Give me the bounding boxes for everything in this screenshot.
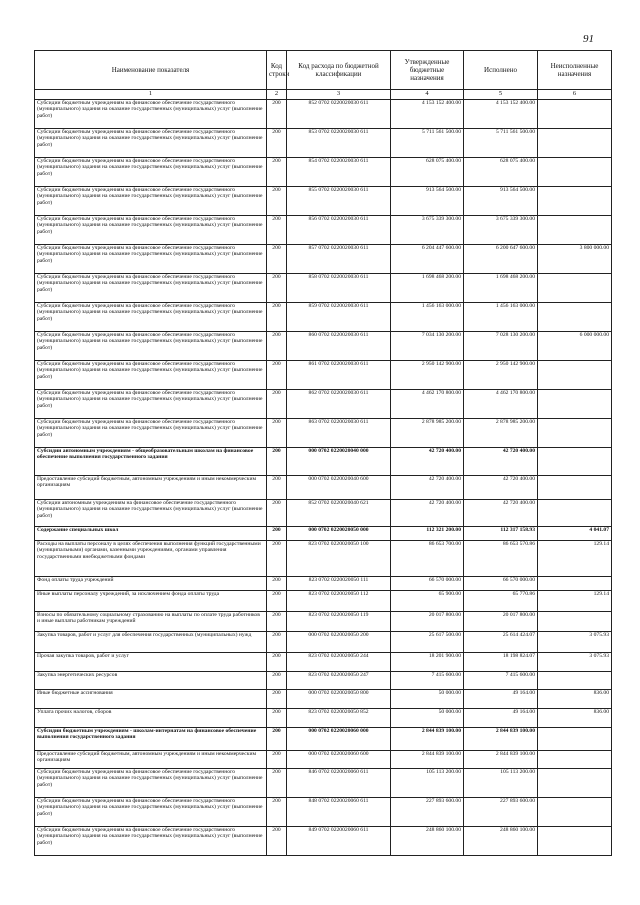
header-expense-code: Код расхода по бюджетной классификации — [287, 51, 391, 90]
row-approved-cell: 3 675 339 300.00 — [391, 216, 464, 245]
table-row — [35, 361, 612, 390]
row-executed-cell: 86 653 570.86 — [464, 541, 538, 577]
row-line-cell: 200 — [267, 827, 287, 856]
row-executed-cell: 42 720 400.00 — [464, 500, 538, 527]
row-line-cell: 200 — [267, 591, 287, 612]
row-unexecuted-cell: 6 000 000.00 — [538, 332, 612, 361]
row-unexecuted-cell — [538, 798, 612, 827]
row-executed-cell: 49 164.00 — [464, 690, 538, 709]
row-approved-cell: 227 893 600.00 — [391, 798, 464, 827]
row-approved-cell: 7 034 130 200.00 — [391, 332, 464, 361]
row-approved-cell: 42 720 400.00 — [391, 500, 464, 527]
row-line-cell: 200 — [267, 476, 287, 500]
row-approved-cell: 2 878 985 200.00 — [391, 419, 464, 448]
row-executed-cell: 66 570 000.00 — [464, 577, 538, 591]
row-code-cell: 852 0702 0220020040 621 — [287, 500, 391, 527]
row-line-cell: 200 — [267, 577, 287, 591]
row-approved-cell: 42 720 400.00 — [391, 476, 464, 500]
column-number-row — [35, 90, 612, 100]
row-approved-cell: 105 113 200.00 — [391, 769, 464, 798]
row-code-cell: 823 0702 0220020050 112 — [287, 591, 391, 612]
table-row — [35, 129, 612, 158]
row-code-cell: 000 0702 0220020050 200 — [287, 632, 391, 653]
row-approved-cell: 913 564 500.00 — [391, 187, 464, 216]
table-row — [35, 274, 612, 303]
row-name-cell: Закупка товаров, работ и услуг для обеспечения государственных (муниципальных) нужд — [35, 632, 267, 653]
row-code-cell: 823 0702 0220020050 111 — [287, 577, 391, 591]
row-code-cell: 000 0702 0220020060 600 — [287, 751, 391, 769]
row-name-cell: Предоставление субсидий бюджетным, автономным учреждениям и иным некоммерческим организациям — [35, 751, 267, 769]
row-code-cell: 857 0702 0220020030 611 — [287, 245, 391, 274]
row-executed-cell: 628 075 400.00 — [464, 158, 538, 187]
row-code-cell: 859 0702 0220020030 611 — [287, 303, 391, 332]
row-executed-cell: 5 711 561 500.00 — [464, 129, 538, 158]
row-executed-cell: 7 415 600.00 — [464, 672, 538, 690]
row-unexecuted-cell — [538, 448, 612, 476]
row-approved-cell: 50 000.00 — [391, 690, 464, 709]
row-unexecuted-cell: 3 800 000.00 — [538, 245, 612, 274]
row-unexecuted-cell: 3 075.93 — [538, 653, 612, 672]
row-line-cell: 200 — [267, 100, 287, 129]
row-code-cell: 000 0702 0220020050 000 — [287, 527, 391, 541]
row-code-cell: 846 0702 0220020060 611 — [287, 769, 391, 798]
table-row — [35, 100, 612, 129]
table-row — [35, 216, 612, 245]
header-unexecuted: Неисполненные назначения — [538, 51, 612, 90]
row-executed-cell: 2 878 985 200.00 — [464, 419, 538, 448]
row-line-cell: 200 — [267, 361, 287, 390]
table-row — [35, 390, 612, 419]
table-row — [35, 476, 612, 500]
row-code-cell: 823 0702 0220020050 247 — [287, 672, 391, 690]
header-approved: Утвержденные бюджетные назначения — [391, 51, 464, 90]
row-name-cell: Субсидии бюджетным учреждениям на финансовое обеспечение государственного (муниципального) задания на оказание государственных (муниципальных) услуг (выполнение работ) — [35, 187, 267, 216]
row-unexecuted-cell — [538, 476, 612, 500]
row-code-cell: 852 0702 0220020030 611 — [287, 100, 391, 129]
row-line-cell: 200 — [267, 303, 287, 332]
table-row — [35, 690, 612, 709]
row-name-cell: Субсидии бюджетным учреждениям на финансовое обеспечение государственного (муниципального) задания на оказание государственных (муниципальных) услуг (выполнение работ) — [35, 827, 267, 856]
row-approved-cell: 1 456 163 000.00 — [391, 303, 464, 332]
table-row — [35, 751, 612, 769]
table-row — [35, 527, 612, 541]
row-name-cell: Субсидии бюджетным учреждениям на финансовое обеспечение государственного (муниципального) задания на оказание государственных (муниципальных) услуг (выполнение работ) — [35, 129, 267, 158]
table-row — [35, 769, 612, 798]
row-line-cell: 200 — [267, 158, 287, 187]
row-name-cell: Иные бюджетные ассигнования — [35, 690, 267, 709]
row-name-cell: Субсидии бюджетным учреждениям на финансовое обеспечение государственного (муниципального) задания на оказание государственных (муниципальных) услуг (выполнение работ) — [35, 216, 267, 245]
header-line-code: Код строки — [267, 51, 287, 90]
row-name-cell: Фонд оплаты труда учреждений — [35, 577, 267, 591]
row-approved-cell: 65 900.00 — [391, 591, 464, 612]
header-indicator-name: Наименование показателя — [35, 51, 267, 90]
row-line-cell: 200 — [267, 245, 287, 274]
column-number: 4 — [391, 90, 464, 100]
row-executed-cell: 42 720 400.00 — [464, 476, 538, 500]
row-unexecuted-cell — [538, 158, 612, 187]
row-executed-cell: 49 164.00 — [464, 709, 538, 728]
row-approved-cell: 4 462 170 800.00 — [391, 390, 464, 419]
row-name-cell: Субсидии бюджетным учреждениям на финансовое обеспечение государственного (муниципального) задания на оказание государственных (муниципальных) услуг (выполнение работ) — [35, 769, 267, 798]
row-unexecuted-cell — [538, 672, 612, 690]
row-approved-cell: 5 711 561 500.00 — [391, 129, 464, 158]
row-approved-cell: 25 617 500.00 — [391, 632, 464, 653]
row-approved-cell: 18 201 900.00 — [391, 653, 464, 672]
row-code-cell: 862 0702 0220020030 611 — [287, 390, 391, 419]
row-name-cell: Взносы по обязательному социальному страхованию на выплаты по оплате труда работников и иные выплаты работникам учреждений — [35, 612, 267, 632]
row-line-cell: 200 — [267, 216, 287, 245]
row-unexecuted-cell — [538, 303, 612, 332]
row-approved-cell: 248 860 100.00 — [391, 827, 464, 856]
row-name-cell: Субсидии бюджетным учреждениям на финансовое обеспечение государственного (муниципального) задания на оказание государственных (муниципальных) услуг (выполнение работ) — [35, 332, 267, 361]
row-name-cell: Субсидии бюджетным учреждениям на финансовое обеспечение государственного (муниципального) задания на оказание государственных (муниципальных) услуг (выполнение работ) — [35, 303, 267, 332]
row-code-cell: 854 0702 0220020030 611 — [287, 158, 391, 187]
row-approved-cell: 7 415 600.00 — [391, 672, 464, 690]
row-name-cell: Субсидии бюджетным учреждениям на финансовое обеспечение государственного (муниципального) задания на оказание государственных (муниципальных) услуг (выполнение работ) — [35, 390, 267, 419]
row-unexecuted-cell — [538, 361, 612, 390]
table-row — [35, 303, 612, 332]
header-executed: Исполнено — [464, 51, 538, 90]
row-unexecuted-cell — [538, 129, 612, 158]
row-unexecuted-cell — [538, 500, 612, 527]
row-executed-cell: 1 698 468 200.00 — [464, 274, 538, 303]
table-row — [35, 419, 612, 448]
row-code-cell: 853 0702 0220020030 611 — [287, 129, 391, 158]
row-code-cell: 000 0702 0220020060 000 — [287, 728, 391, 751]
header-row — [35, 51, 612, 90]
row-name-cell: Закупка энергетических ресурсов — [35, 672, 267, 690]
row-executed-cell: 1 456 163 000.00 — [464, 303, 538, 332]
row-unexecuted-cell: 836.00 — [538, 690, 612, 709]
row-approved-cell: 86 653 700.00 — [391, 541, 464, 577]
page-number: 91 — [583, 33, 594, 45]
row-executed-cell: 4 153 152 400.00 — [464, 100, 538, 129]
row-approved-cell: 6 204 447 600.00 — [391, 245, 464, 274]
row-unexecuted-cell: 836.00 — [538, 709, 612, 728]
table-row — [35, 541, 612, 577]
row-line-cell: 200 — [267, 769, 287, 798]
row-line-cell: 200 — [267, 332, 287, 361]
row-code-cell: 000 0702 0220020050 800 — [287, 690, 391, 709]
column-number: 1 — [35, 90, 267, 100]
row-executed-cell: 25 614 424.07 — [464, 632, 538, 653]
row-executed-cell: 2 950 142 900.00 — [464, 361, 538, 390]
table-row — [35, 187, 612, 216]
row-code-cell: 849 0702 0220020060 611 — [287, 827, 391, 856]
row-line-cell: 200 — [267, 632, 287, 653]
column-number: 5 — [464, 90, 538, 100]
row-name-cell: Содержание специальных школ — [35, 527, 267, 541]
column-number: 6 — [538, 90, 612, 100]
row-executed-cell: 2 844 839 100.00 — [464, 751, 538, 769]
row-name-cell: Расходы на выплаты персоналу в целях обеспечения выполнения функций государственными (муниципальными) органами, казенными учреждениями, органами управления государственными внебюджетными фондами — [35, 541, 267, 577]
row-line-cell: 200 — [267, 274, 287, 303]
row-approved-cell: 1 698 468 200.00 — [391, 274, 464, 303]
table-row — [35, 332, 612, 361]
table-row — [35, 500, 612, 527]
row-approved-cell: 112 321 200.00 — [391, 527, 464, 541]
row-code-cell: 823 0702 0220020050 852 — [287, 709, 391, 728]
row-executed-cell: 65 770.86 — [464, 591, 538, 612]
row-code-cell: 000 0702 0220020040 600 — [287, 476, 391, 500]
table-row — [35, 709, 612, 728]
column-number: 2 — [267, 90, 287, 100]
table-row — [35, 653, 612, 672]
row-executed-cell: 2 844 839 100.00 — [464, 728, 538, 751]
row-line-cell: 200 — [267, 419, 287, 448]
row-executed-cell: 7 028 130 200.00 — [464, 332, 538, 361]
row-unexecuted-cell — [538, 187, 612, 216]
row-unexecuted-cell: 129.14 — [538, 591, 612, 612]
table-row — [35, 672, 612, 690]
row-name-cell: Иные выплаты персоналу учреждений, за исключением фонда оплаты труда — [35, 591, 267, 612]
table-row — [35, 728, 612, 751]
row-name-cell: Субсидии бюджетным учреждениям на финансовое обеспечение государственного (муниципального) задания на оказание государственных (муниципальных) услуг (выполнение работ) — [35, 798, 267, 827]
row-approved-cell: 628 075 400.00 — [391, 158, 464, 187]
table-row — [35, 632, 612, 653]
row-name-cell: Субсидии автономным учреждениям - общеобразовательным школам на финансовое обеспечение выполнения государственного задания — [35, 448, 267, 476]
row-line-cell: 200 — [267, 612, 287, 632]
table-row — [35, 577, 612, 591]
row-unexecuted-cell — [538, 390, 612, 419]
row-unexecuted-cell — [538, 577, 612, 591]
row-name-cell: Субсидии автономным учреждениям на финансовое обеспечение государственного (муниципального) задания на оказание государственных (муниципальных) услуг (выполнение работ) — [35, 500, 267, 527]
row-name-cell: Субсидии бюджетным учреждениям на финансовое обеспечение государственного (муниципального) задания на оказание государственных (муниципальных) услуг (выполнение работ) — [35, 419, 267, 448]
row-line-cell: 200 — [267, 690, 287, 709]
row-name-cell: Прочая закупка товаров, работ и услуг — [35, 653, 267, 672]
row-unexecuted-cell — [538, 274, 612, 303]
row-name-cell: Субсидии бюджетным учреждениям на финансовое обеспечение государственного (муниципального) задания на оказание государственных (муниципальных) услуг (выполнение работ) — [35, 158, 267, 187]
row-unexecuted-cell — [538, 769, 612, 798]
row-executed-cell: 20 017 800.00 — [464, 612, 538, 632]
row-unexecuted-cell: 3 075.93 — [538, 632, 612, 653]
table-row — [35, 245, 612, 274]
row-unexecuted-cell — [538, 216, 612, 245]
row-unexecuted-cell — [538, 827, 612, 856]
row-code-cell: 823 0702 0220020050 244 — [287, 653, 391, 672]
row-name-cell: Уплата прочих налогов, сборов — [35, 709, 267, 728]
row-line-cell: 200 — [267, 653, 287, 672]
row-approved-cell: 2 844 839 100.00 — [391, 751, 464, 769]
row-code-cell: 855 0702 0220020030 611 — [287, 187, 391, 216]
row-code-cell: 860 0702 0220020030 611 — [287, 332, 391, 361]
table-row — [35, 591, 612, 612]
row-line-cell: 200 — [267, 129, 287, 158]
row-code-cell: 848 0702 0220020060 611 — [287, 798, 391, 827]
row-executed-cell: 227 893 600.00 — [464, 798, 538, 827]
row-executed-cell: 18 198 824.07 — [464, 653, 538, 672]
row-code-cell: 000 0702 0220020040 000 — [287, 448, 391, 476]
column-number: 3 — [287, 90, 391, 100]
row-code-cell: 861 0702 0220020030 611 — [287, 361, 391, 390]
row-executed-cell: 3 675 339 300.00 — [464, 216, 538, 245]
row-unexecuted-cell: 4 041.07 — [538, 527, 612, 541]
row-code-cell: 823 0702 0220020050 119 — [287, 612, 391, 632]
row-line-cell: 200 — [267, 448, 287, 476]
row-executed-cell: 913 564 500.00 — [464, 187, 538, 216]
row-executed-cell: 4 462 170 800.00 — [464, 390, 538, 419]
table-row — [35, 798, 612, 827]
row-executed-cell: 6 200 647 600.00 — [464, 245, 538, 274]
row-line-cell: 200 — [267, 709, 287, 728]
row-line-cell: 200 — [267, 798, 287, 827]
row-approved-cell: 50 000.00 — [391, 709, 464, 728]
row-unexecuted-cell: 129.14 — [538, 541, 612, 577]
row-approved-cell: 4 153 152 400.00 — [391, 100, 464, 129]
row-line-cell: 200 — [267, 500, 287, 527]
table-row — [35, 448, 612, 476]
row-name-cell: Субсидии бюджетным учреждениям на финансовое обеспечение государственного (муниципального) задания на оказание государственных (муниципальных) услуг (выполнение работ) — [35, 361, 267, 390]
budget-execution-table — [34, 50, 612, 856]
row-unexecuted-cell — [538, 612, 612, 632]
row-name-cell: Предоставление субсидий бюджетным, автономным учреждениям и иным некоммерческим организациям — [35, 476, 267, 500]
row-line-cell: 200 — [267, 390, 287, 419]
table-row — [35, 158, 612, 187]
row-code-cell: 863 0702 0220020030 611 — [287, 419, 391, 448]
row-line-cell: 200 — [267, 751, 287, 769]
row-code-cell: 858 0702 0220020030 611 — [287, 274, 391, 303]
row-executed-cell: 112 317 158.93 — [464, 527, 538, 541]
row-line-cell: 200 — [267, 728, 287, 751]
row-unexecuted-cell — [538, 751, 612, 769]
row-approved-cell: 2 844 839 100.00 — [391, 728, 464, 751]
table-row — [35, 612, 612, 632]
row-executed-cell: 42 720 400.00 — [464, 448, 538, 476]
row-name-cell: Субсидии бюджетным учреждениям на финансовое обеспечение государственного (муниципального) задания на оказание государственных (муниципальных) услуг (выполнение работ) — [35, 100, 267, 129]
row-unexecuted-cell — [538, 100, 612, 129]
row-code-cell: 823 0702 0220020050 100 — [287, 541, 391, 577]
row-line-cell: 200 — [267, 527, 287, 541]
row-approved-cell: 20 017 800.00 — [391, 612, 464, 632]
row-approved-cell: 2 950 142 900.00 — [391, 361, 464, 390]
row-executed-cell: 105 113 200.00 — [464, 769, 538, 798]
row-unexecuted-cell — [538, 728, 612, 751]
row-line-cell: 200 — [267, 541, 287, 577]
row-code-cell: 856 0702 0220020030 611 — [287, 216, 391, 245]
row-name-cell: Субсидии бюджетным учреждениям на финансовое обеспечение государственного (муниципального) задания на оказание государственных (муниципальных) услуг (выполнение работ) — [35, 245, 267, 274]
row-approved-cell: 66 570 000.00 — [391, 577, 464, 591]
row-line-cell: 200 — [267, 672, 287, 690]
row-name-cell: Субсидии бюджетным учреждениям на финансовое обеспечение государственного (муниципального) задания на оказание государственных (муниципальных) услуг (выполнение работ) — [35, 274, 267, 303]
row-name-cell: Субсидии бюджетным учреждениям - школам-интернатам на финансовое обеспечение выполнения государственного задания — [35, 728, 267, 751]
row-executed-cell: 248 860 100.00 — [464, 827, 538, 856]
row-unexecuted-cell — [538, 419, 612, 448]
row-approved-cell: 42 720 400.00 — [391, 448, 464, 476]
table-row — [35, 827, 612, 856]
row-line-cell: 200 — [267, 187, 287, 216]
